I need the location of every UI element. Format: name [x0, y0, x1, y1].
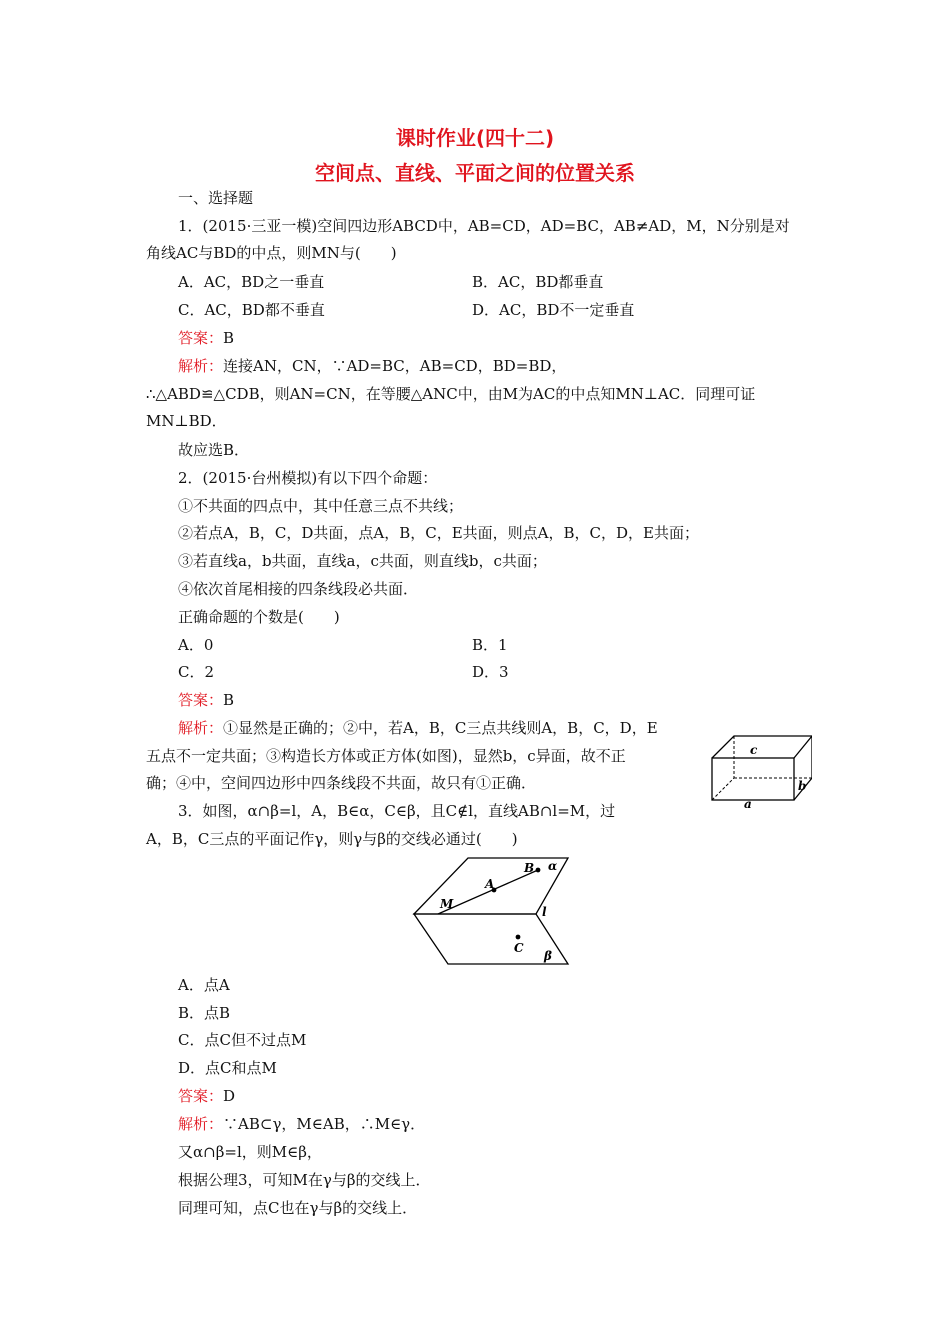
q1-option-d: D．AC，BD不一定垂直 — [472, 301, 635, 319]
q2-option-d: D．3 — [472, 663, 509, 681]
label-a: a — [744, 797, 752, 811]
q2-prop-3: ③若直线a，b共面，直线a，c共面，则直线b，c共面； — [178, 552, 547, 570]
q1-option-c: C．AC，BD都不垂直 — [178, 301, 325, 319]
q2-prop-2: ②若点A，B，C，D共面，点A，B，C，E共面，则点A，B，C，D，E共面； — [178, 524, 699, 542]
label-b: b — [798, 779, 807, 793]
planes-figure — [408, 854, 574, 970]
q2-option-c: C．2 — [178, 663, 215, 681]
answer-label: 答案： — [178, 329, 224, 347]
q1-stem-line2: 角线AC与BD的中点，则MN与( ) — [146, 244, 397, 262]
label-l: l — [542, 905, 547, 919]
q3-analysis-line1 — [178, 1114, 425, 1134]
q3-option-d: D．点C和点M — [178, 1059, 277, 1077]
q1-analysis-line1 — [178, 356, 566, 376]
answer-label: 答案： — [178, 691, 224, 709]
q2-answer — [178, 690, 234, 710]
q3-stem-line2: A，B，C三点的平面记作γ，则γ与β的交线必通过( ) — [146, 830, 518, 848]
q2-analysis-line1 — [178, 718, 658, 738]
q2-stem: 2．(2015·台州模拟)有以下四个命题： — [178, 469, 438, 487]
q2-option-b: B．1 — [472, 636, 508, 654]
label-B: B — [524, 861, 535, 875]
q3-analysis-line2: 又α∩β=l，则M∈β， — [178, 1143, 322, 1161]
label-C: C — [514, 941, 524, 955]
q3-option-c: C．点C但不过点M — [178, 1031, 307, 1049]
q1-option-a: A．AC，BD之一垂直 — [178, 273, 325, 291]
answer-label: 答案： — [178, 1087, 224, 1105]
q1-option-b: B．AC，BD都垂直 — [472, 273, 604, 291]
q1-analysis-line3: MN⊥BD． — [146, 412, 227, 430]
analysis-label: 解析： — [178, 357, 224, 375]
label-alpha: α — [548, 859, 558, 873]
q2-prop-4: ④依次首尾相接的四条线段必共面． — [178, 580, 419, 598]
page-subtitle: 空间点、直线、平面之间的位置关系 — [315, 161, 635, 185]
label-c: c — [750, 743, 758, 757]
q1-stem-line1: 1．(2015·三亚一模)空间四边形ABCD中，AB=CD，AD=BC，AB≠AD，M，N分别是对 — [178, 217, 790, 235]
q1-answer — [178, 328, 234, 348]
analysis-label: 解析： — [178, 719, 224, 737]
q3-answer — [178, 1086, 235, 1106]
answer-value: B — [223, 329, 235, 347]
q2-prop-1: ①不共面的四点中，其中任意三点不共线； — [178, 497, 464, 515]
page-title: 课时作业(四十二) — [395, 126, 555, 150]
q1-conclusion: 故应选B． — [178, 441, 250, 459]
label-M: M — [440, 897, 454, 911]
analysis-label: 解析： — [178, 1115, 224, 1133]
label-beta: β — [544, 949, 552, 963]
q3-option-a: A．点A — [178, 976, 230, 994]
q2-question: 正确命题的个数是( ) — [178, 608, 340, 626]
analysis-text: ①显然是正确的；②中，若A，B，C三点共线则A，B，C，D，E — [223, 719, 658, 737]
q3-option-b: B．点B — [178, 1004, 231, 1022]
q1-analysis-line2: ∴△ABD≌△CDB，则AN=CN，在等腰△ANC中，由M为AC的中点知MN⊥AC．同理可证 — [146, 385, 756, 403]
answer-value: B — [223, 691, 235, 709]
analysis-text: ∵AB⊂γ，M∈AB，∴M∈γ． — [223, 1115, 426, 1133]
q2-analysis-line3: 确；④中，空间四边形中四条线段不共面，故只有①正确． — [146, 774, 537, 792]
q3-analysis-line4: 同理可知，点C也在γ与β的交线上． — [178, 1199, 418, 1217]
q2-analysis-line2: 五点不一定共面；③构造长方体或正方体(如图)，显然b，c异面，故不正 — [146, 747, 626, 765]
label-A: A — [485, 877, 495, 891]
section-heading: 一、选择题 — [178, 189, 254, 207]
q2-option-a: A．0 — [178, 636, 214, 654]
answer-value: D — [223, 1087, 236, 1105]
cuboid-figure — [700, 728, 812, 814]
q3-analysis-line3: 根据公理3，可知M在γ与β的交线上． — [178, 1171, 431, 1189]
q3-stem-line1: 3．如图，α∩β=l，A，B∈α，C∈β，且C∉l，直线AB∩l=M，过 — [178, 802, 616, 820]
analysis-text: 连接AN，CN，∵AD=BC，AB=CD，BD=BD， — [223, 357, 567, 375]
